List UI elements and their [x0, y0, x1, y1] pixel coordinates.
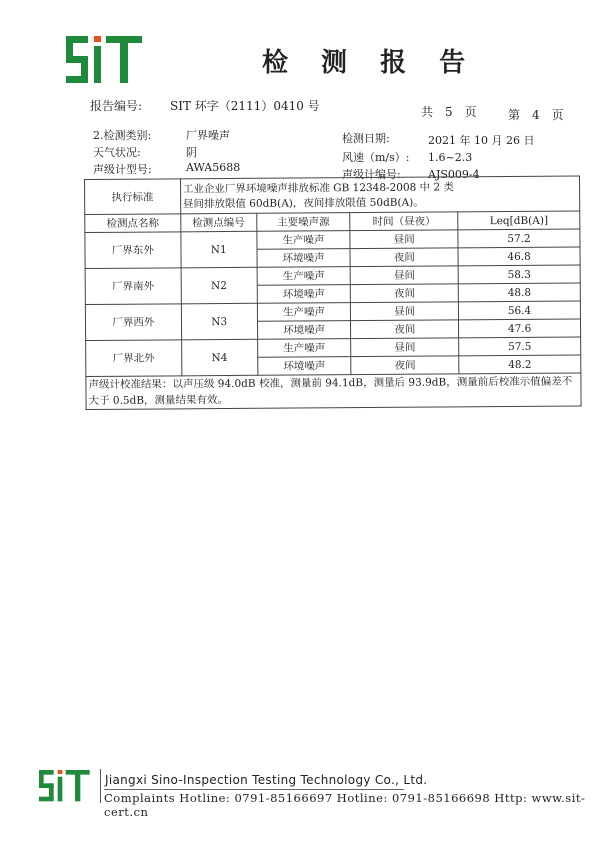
- time-period: 夜间: [351, 284, 459, 303]
- header-leq: Leq[dB(A)]: [458, 211, 580, 230]
- weather-value: 阴: [186, 146, 197, 159]
- noise-source: 环境噪声: [257, 357, 351, 376]
- standard-line-1: 工业企业厂界环境噪声排放标准 GB 12348-2008 中 2 类: [182, 181, 455, 196]
- current-page: 第 4 页: [508, 108, 564, 122]
- weather-label: 天气状况:: [93, 146, 141, 159]
- calibration-row: [86, 373, 581, 409]
- noise-report-table: [84, 176, 582, 410]
- report-no-label: 报告编号:: [90, 99, 143, 113]
- test-type-value: 厂界噪声: [186, 129, 230, 142]
- noise-source: 生产噪声: [257, 267, 351, 286]
- header-point-code: 检测点编号: [181, 213, 257, 232]
- time-period: 昼间: [351, 302, 459, 321]
- point-name: 厂界西外: [85, 304, 181, 341]
- point-name: 厂界南外: [85, 268, 181, 305]
- leq-value: 47.6: [459, 319, 581, 338]
- leq-value: 57.5: [459, 337, 581, 356]
- noise-source: 生产噪声: [257, 303, 351, 322]
- leq-value: 48.8: [458, 283, 580, 302]
- noise-source: 生产噪声: [256, 231, 350, 250]
- wind-label: 风速（m/s）:: [342, 151, 410, 164]
- page-title: 检 测 报 告: [262, 48, 478, 78]
- meter-no-value: AJS009-4: [428, 168, 480, 181]
- leq-value: 48.2: [459, 355, 581, 374]
- time-period: 夜间: [350, 248, 458, 267]
- header-point-name: 检测点名称: [85, 214, 181, 233]
- point-code: N4: [181, 339, 257, 376]
- standard-text: [180, 176, 579, 214]
- test-date-value: 2021 年 10 月 26 日: [428, 134, 535, 147]
- leq-value: 56.4: [459, 301, 581, 320]
- calibration-note: 声级计校准结果：以声压级 94.0dB 校准，测量前 94.1dB，测量后 93.9dB，测量前后校准示值偏差不大于 0.5dB，测量结果有效。: [86, 373, 581, 409]
- sound-meter-value: AWA5688: [186, 161, 241, 174]
- noise-source: 环境噪声: [257, 285, 351, 304]
- standard-row: [85, 176, 580, 214]
- noise-source: 环境噪声: [257, 249, 351, 268]
- footer-company: Jiangxi Sino-Inspection Testing Technology Co., Ltd.: [105, 773, 428, 787]
- point-name: 厂界东外: [85, 232, 181, 269]
- point-code: N1: [181, 231, 257, 268]
- header-time: 时间（昼夜）: [350, 212, 458, 231]
- time-period: 昼间: [351, 338, 459, 357]
- standard-line-2: 昼间排放限值 60dB(A)，夜间排放限值 50dB(A)。: [182, 196, 424, 211]
- noise-source: 环境噪声: [257, 321, 351, 340]
- noise-source: 生产噪声: [257, 339, 351, 358]
- leq-value: 57.2: [458, 229, 580, 248]
- footer-contact: Complaints Hotline: 0791-85166697 Hotline: 0791-85166698 Http: www.sit-cert.cn: [104, 791, 586, 819]
- footer-divider: [100, 769, 101, 803]
- test-type-label: 2.检测类别:: [93, 129, 152, 142]
- time-period: 昼间: [350, 230, 458, 249]
- point-name: 厂界北外: [86, 340, 182, 377]
- header-noise-source: 主要噪声源: [256, 213, 350, 232]
- leq-value: 58.3: [458, 265, 580, 284]
- meter-no-label: 声级计编号:: [342, 168, 401, 181]
- company-logo: [66, 36, 144, 84]
- time-period: 夜间: [351, 320, 459, 339]
- footer-rule: [104, 789, 404, 790]
- footer-logo: [37, 770, 93, 802]
- time-period: 昼间: [350, 266, 458, 285]
- time-period: 夜间: [351, 356, 459, 375]
- sound-meter-label: 声级计型号:: [93, 163, 152, 176]
- total-pages: 共 5 页: [421, 105, 477, 119]
- standard-label: 执行标准: [85, 179, 181, 215]
- leq-value: 46.8: [458, 247, 580, 266]
- report-no-value: SIT 环字（2111）0410 号: [170, 99, 320, 113]
- point-code: N3: [181, 303, 257, 340]
- wind-value: 1.6~2.3: [428, 151, 473, 164]
- test-date-label: 检测日期:: [342, 132, 390, 145]
- point-code: N2: [181, 267, 257, 304]
